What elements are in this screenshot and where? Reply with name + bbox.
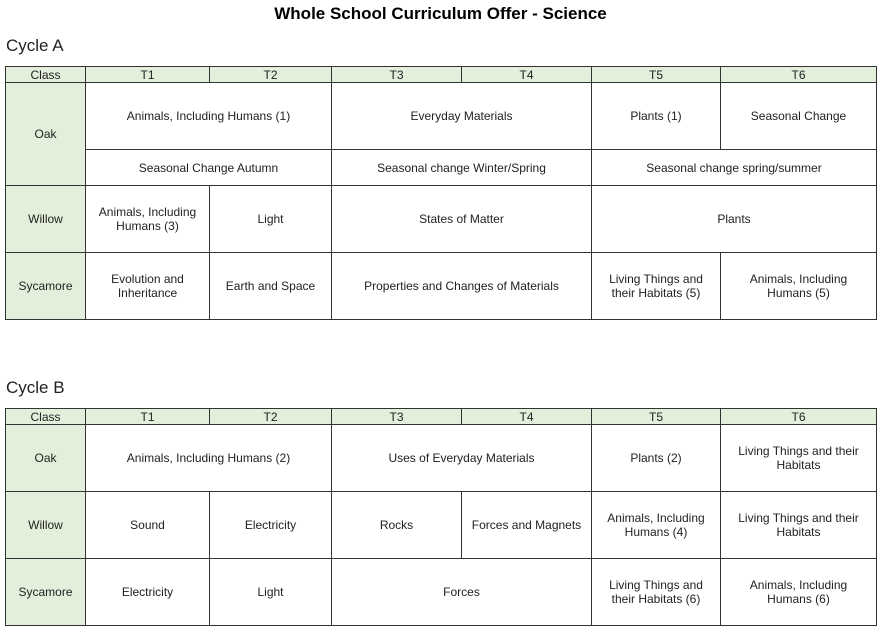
topic-cell: Light <box>210 559 332 626</box>
class-willow: Willow <box>6 492 86 559</box>
header-class: Class <box>6 409 86 425</box>
header-t3: T3 <box>332 67 462 83</box>
topic-cell: Rocks <box>332 492 462 559</box>
topic-cell: Plants <box>592 186 877 253</box>
topic-cell: Electricity <box>86 559 210 626</box>
topic-cell: Properties and Changes of Materials <box>332 253 592 320</box>
header-t6: T6 <box>721 67 877 83</box>
topic-cell: States of Matter <box>332 186 592 253</box>
topic-cell: Animals, Including Humans (2) <box>86 425 332 492</box>
header-t1: T1 <box>86 67 210 83</box>
header-t4: T4 <box>462 409 592 425</box>
header-row <box>6 409 877 425</box>
topic-cell: Forces and Magnets <box>462 492 592 559</box>
class-sycamore: Sycamore <box>6 253 86 320</box>
header-class: Class <box>6 67 86 83</box>
header-t5: T5 <box>592 67 721 83</box>
topic-cell: Seasonal change spring/summer <box>592 150 877 186</box>
header-t1: T1 <box>86 409 210 425</box>
topic-cell: Seasonal Change <box>721 83 877 150</box>
topic-cell: Plants (2) <box>592 425 721 492</box>
header-t4: T4 <box>462 67 592 83</box>
sycamore-row <box>6 559 877 626</box>
topic-cell: Animals, Including Humans (4) <box>592 492 721 559</box>
header-t5: T5 <box>592 409 721 425</box>
topic-cell: Animals, Including Humans (5) <box>721 253 877 320</box>
willow-row <box>6 186 877 253</box>
oak-seasonal-row <box>6 150 877 186</box>
cycle-b-heading: Cycle B <box>6 378 65 397</box>
oak-row <box>6 83 877 150</box>
topic-cell: Animals, Including Humans (3) <box>86 186 210 253</box>
topic-cell: Animals, Including Humans (1) <box>86 83 332 150</box>
topic-cell: Electricity <box>210 492 332 559</box>
topic-cell: Sound <box>86 492 210 559</box>
header-row <box>6 67 877 83</box>
class-oak: Oak <box>6 425 86 492</box>
topic-cell: Living Things and their Habitats <box>721 492 877 559</box>
topic-cell: Living Things and their Habitats <box>721 425 877 492</box>
cycle-a-heading: Cycle A <box>6 36 64 55</box>
header-t2: T2 <box>210 409 332 425</box>
topic-cell: Earth and Space <box>210 253 332 320</box>
topic-cell: Uses of Everyday Materials <box>332 425 592 492</box>
cycle-a-table <box>5 66 877 320</box>
topic-cell: Living Things and their Habitats (5) <box>592 253 721 320</box>
class-sycamore: Sycamore <box>6 559 86 626</box>
topic-cell: Seasonal change Winter/Spring <box>332 150 592 186</box>
class-willow: Willow <box>6 186 86 253</box>
topic-cell: Plants (1) <box>592 83 721 150</box>
header-t2: T2 <box>210 67 332 83</box>
topic-cell: Everyday Materials <box>332 83 592 150</box>
header-t3: T3 <box>332 409 462 425</box>
class-oak: Oak <box>6 83 86 186</box>
topic-cell: Evolution and Inheritance <box>86 253 210 320</box>
topic-cell: Animals, Including Humans (6) <box>721 559 877 626</box>
oak-row <box>6 425 877 492</box>
topic-cell: Forces <box>332 559 592 626</box>
header-t6: T6 <box>721 409 877 425</box>
document-title: Whole School Curriculum Offer - Science <box>274 4 607 23</box>
topic-cell: Light <box>210 186 332 253</box>
willow-row <box>6 492 877 559</box>
sycamore-row <box>6 253 877 320</box>
topic-cell: Living Things and their Habitats (6) <box>592 559 721 626</box>
cycle-b-table <box>5 408 877 626</box>
topic-cell: Seasonal Change Autumn <box>86 150 332 186</box>
